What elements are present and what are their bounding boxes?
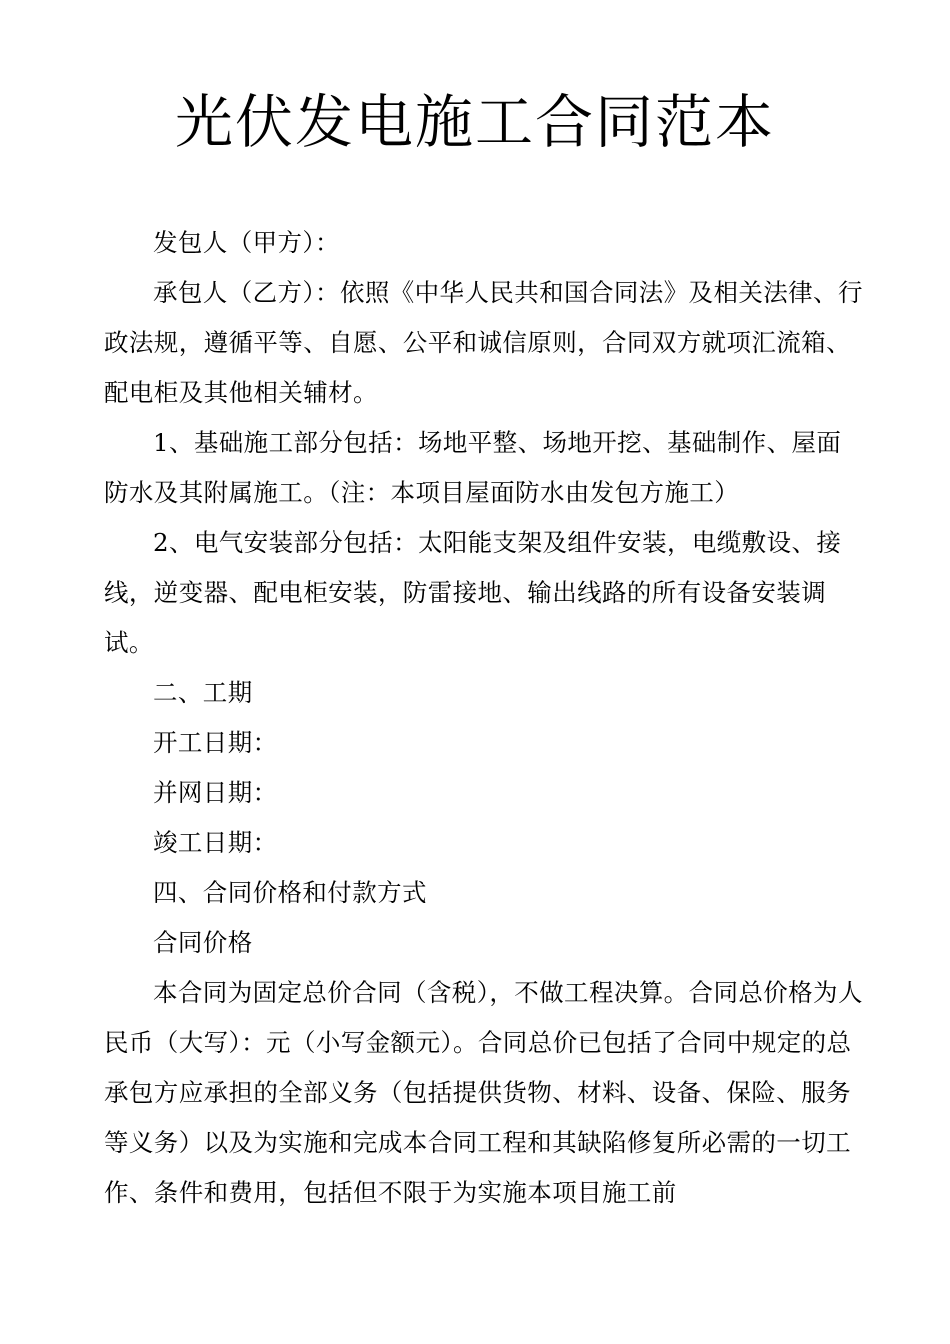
subheading-contract-price: 合同价格 xyxy=(153,928,253,957)
completion-date-line: 竣工日期： xyxy=(153,828,278,857)
document-title: 光伏发电施工合同范本 xyxy=(174,88,775,156)
document-body xyxy=(104,218,864,1218)
start-date-line: 开工日期： xyxy=(153,728,278,757)
contract-price-paragraph: 本合同为固定总价合同（含税），不做工程决算。合同总价格为人民币（大写）：元（小写金额元）。合同总价已包括了合同中规定的总承包方应承担的全部义务（包括提供货物、材料、设备、保险、服务等义务）以及为实施和完成本合同工程和其缺陷修复所必需的一切工作、条件和费用，包括但不限于为实施本项目施工前 xyxy=(104,978,863,1207)
party-b-paragraph: 承包人（乙方）：依照《中华人民共和国合同法》及相关法律、行政法规，遵循平等、自愿、公平和诚信原则，合同双方就项汇流箱、配电柜及其他相关辅材。 xyxy=(104,278,863,407)
grid-connection-date-line: 并网日期： xyxy=(153,778,278,807)
party-a-line: 发包人（甲方）： xyxy=(153,228,340,257)
foundation-scope-paragraph: 1、基础施工部分包括：场地平整、场地开挖、基础制作、屋面防水及其附属施工。（注：本项目屋面防水由发包方施工） xyxy=(104,428,842,507)
section-heading-schedule: 二、工期 xyxy=(153,678,253,707)
section-heading-price-payment: 四、合同价格和付款方式 xyxy=(153,878,427,907)
electrical-scope-paragraph: 2、电气安装部分包括：太阳能支架及组件安装，电缆敷设、接线，逆变器、配电柜安装，防雷接地、输出线路的所有设备安装调试。 xyxy=(104,528,842,657)
